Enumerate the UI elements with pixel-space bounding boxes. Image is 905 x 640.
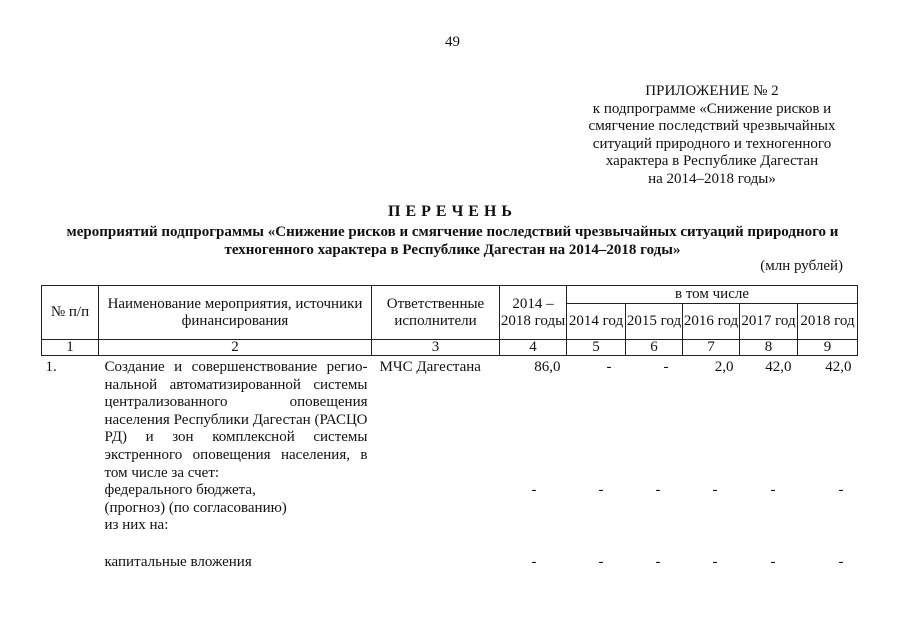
column-number: 7 (683, 340, 740, 356)
row-total: 86,0 (534, 359, 561, 375)
row-2016: - (712, 482, 718, 499)
row-executor (372, 482, 500, 554)
units-label: (млн рублей) (760, 258, 843, 274)
row-2017: 42,0 (765, 359, 792, 375)
header-year-2014: 2014 год (567, 304, 626, 340)
appendix-line: смягчение последствий чрезвычайных (588, 118, 836, 135)
table-row (42, 482, 858, 554)
row-name: Создание и совершенствование региональной автоматизированной системы централизованного оповещения населения Республики Дагестан (РАСЦО РД) и зон комплексной системы экстренного оповещения населения, в том числе за счет: (104, 359, 368, 481)
row-number (42, 554, 99, 572)
row-2015: - (655, 554, 661, 571)
row-2018: 42,0 (825, 359, 852, 375)
row-total: - (531, 482, 537, 499)
header-year-2017: 2017 год (740, 304, 798, 340)
appendix-line: ПРИЛОЖЕНИЕ № 2 (645, 83, 779, 99)
header-no: № п/п (42, 286, 99, 340)
header-executors: Ответственные исполнители (372, 286, 500, 340)
row-2014: - (606, 359, 612, 375)
row-executor (372, 554, 500, 572)
column-number: 8 (740, 340, 798, 356)
appendix-line: ситуаций природного и техногенного (592, 135, 832, 152)
measures-table (41, 285, 858, 572)
column-number: 3 (372, 340, 500, 356)
appendix-line: на 2014–2018 годы» (648, 170, 776, 187)
row-name-line: федерального бюджета, (104, 482, 256, 499)
column-number: 6 (626, 340, 683, 356)
row-number: 1. (45, 359, 57, 375)
row-name (99, 482, 372, 554)
header-including: в том числе (567, 286, 858, 304)
column-number: 4 (500, 340, 567, 356)
column-number: 2 (99, 340, 372, 356)
subtitle-line: техногенного характера в Республике Дагестан на 2014–2018 годы» (224, 242, 681, 258)
column-number-row (42, 340, 858, 356)
row-name-line: из них на: (104, 517, 169, 534)
row-executor: МЧС Дагестана (379, 359, 481, 375)
column-number: 9 (798, 340, 858, 356)
row-2016: - (712, 554, 718, 571)
row-2018: - (838, 554, 844, 571)
table-row (42, 554, 858, 572)
header-total: 2014 – 2018 годы (500, 286, 567, 340)
row-2016: 2,0 (714, 359, 734, 375)
appendix-line: к подпрограмме «Снижение рисков и (592, 100, 832, 117)
header-year-2015: 2015 год (626, 304, 683, 340)
document-title: ПЕРЕЧЕНЬ (388, 203, 517, 220)
row-2015: - (655, 482, 661, 499)
row-total: - (531, 554, 537, 571)
subtitle-line: мероприятий подпрограммы «Снижение рисков и смягчение последствий чрезвычайных ситуаций природного и (66, 224, 839, 240)
column-number: 1 (42, 340, 99, 356)
header-name: Наименование мероприятия, источники финансирования (99, 286, 372, 340)
row-number (42, 482, 99, 554)
row-2014: - (598, 482, 604, 499)
document-subtitle (40, 223, 865, 259)
row-name: капитальные вложения (104, 554, 252, 571)
row-2017: - (770, 554, 776, 571)
header-year-2018: 2018 год (798, 304, 858, 340)
row-2014: - (598, 554, 604, 571)
appendix-line: характера в Республике Дагестан (605, 153, 819, 170)
column-number: 5 (567, 340, 626, 356)
row-name-line: (прогноз) (по согласованию) (104, 499, 287, 516)
row-2015: - (663, 359, 669, 375)
row-2017: - (770, 482, 776, 499)
header-year-2016: 2016 год (683, 304, 740, 340)
row-2018: - (838, 482, 844, 499)
page-number: 49 (445, 34, 460, 50)
table-row (42, 356, 858, 483)
appendix-block (580, 83, 844, 189)
